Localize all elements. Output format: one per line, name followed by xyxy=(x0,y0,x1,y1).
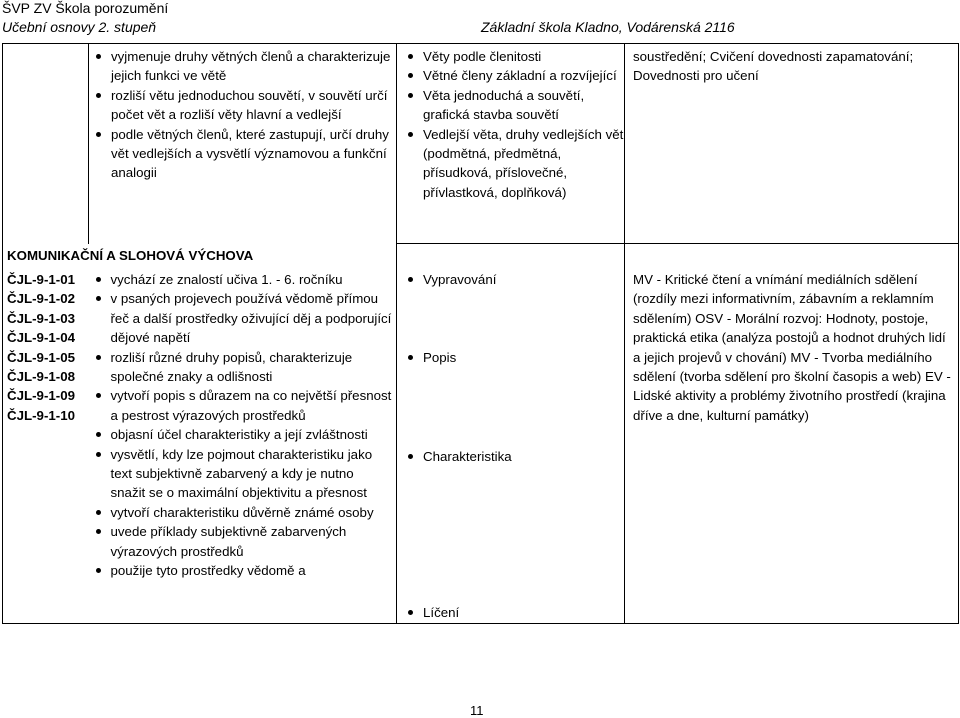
list-item: Věty podle členitosti xyxy=(397,47,624,66)
output-code: ČJL-9-1-08 xyxy=(7,368,75,384)
program-title: ŠVP ZV Škola porozumění xyxy=(2,0,169,16)
topics-list xyxy=(397,270,624,623)
list-item: použije tyto prostředky vědomě a xyxy=(89,561,393,580)
table-row xyxy=(3,267,959,623)
codes-cell xyxy=(3,44,89,244)
topics-cell xyxy=(397,44,625,244)
list-item: v psaných projevech používá vědomě přímou řeč a další prostředky oživující děj a podporující dějové napětí xyxy=(89,289,393,347)
page-number: 11 xyxy=(470,703,484,718)
list-item: Charakteristika xyxy=(397,447,624,466)
outcomes-list xyxy=(89,47,392,183)
curriculum-title: Učební osnovy 2. stupeň xyxy=(2,19,157,35)
list-item: Věta jednoduchá a souvětí, grafická stavba souvětí xyxy=(397,86,624,125)
output-code: ČJL-9-1-04 xyxy=(7,330,75,346)
outcomes-cell xyxy=(89,44,397,244)
list-item: vytvoří popis s důrazem na co největší přesnost a pestrost výrazových prostředků xyxy=(89,386,393,425)
table-row xyxy=(3,44,959,244)
list-item: rozliší různé druhy popisů, charakterizuje společné znaky a odlišnosti xyxy=(89,348,393,387)
outcomes-cell xyxy=(89,267,397,623)
notes-cell: MV - Kritické čtení a vnímání mediálních sdělení (rozdíly mezi informativním, zábavním a reklamním sdělením) OSV - Morální rozvoj: Hodnoty, postoje, praktická etika (analýza postojů a hodnot druhých lidí a jejich projevů v chování) MV - Tvorba mediálního sdělení (tvorba sdělení pro školní časopis a web) EV - Lidské aktivity a problémy životního prostředí (krajina dříve a dne, kulturní památky) xyxy=(625,267,959,623)
topics-list xyxy=(397,47,624,202)
list-item: uvede příklady subjektivně zabarvených výrazových prostředků xyxy=(89,522,393,561)
notes-cell: soustředění; Cvičení dovednosti zapamatování; Dovednosti pro učení xyxy=(625,44,959,244)
output-code: ČJL-9-1-03 xyxy=(7,310,75,326)
list-item: Větné členy základní a rozvíjející xyxy=(397,66,624,85)
output-code: ČJL-9-1-02 xyxy=(7,291,75,307)
school-name: Základní škola Kladno, Vodárenská 2116 xyxy=(481,19,735,35)
list-item: vytvoří charakteristiku důvěrně známé osoby xyxy=(89,503,393,522)
output-code: ČJL-9-1-10 xyxy=(7,407,75,423)
list-item: Vypravování xyxy=(397,270,624,289)
list-item: vyjmenuje druhy větných členů a charakterizuje jejich funkci ve větě xyxy=(89,47,392,86)
list-item: podle větných členů, které zastupují, určí druhy vět vedlejších a vysvětlí významovou a funkční analogii xyxy=(89,125,392,183)
list-item: Popis xyxy=(397,348,624,367)
curriculum-table xyxy=(2,43,959,624)
list-item: Vedlejší věta, druhy vedlejších vět (podmětná, předmětná, přísudková, příslovečné, přívlastková, doplňková) xyxy=(397,125,624,203)
list-item: vychází ze znalostí učiva 1. - 6. ročníku xyxy=(89,270,393,289)
output-code: ČJL-9-1-05 xyxy=(7,349,75,365)
section-title: KOMUNIKAČNÍ A SLOHOVÁ VÝCHOVA xyxy=(3,244,397,267)
list-item: Líčení xyxy=(397,603,624,622)
codes-cell xyxy=(3,267,89,623)
section-row xyxy=(3,244,959,267)
list-item: rozliší větu jednoduchou souvětí, v souvětí určí počet vět a rozliší věty hlavní a vedlejší xyxy=(89,86,392,125)
list-item: vysvětlí, kdy lze pojmout charakteristiku jako text subjektivně zabarvený a kdy je nutno snažit se o maximální objektivitu a přesnost xyxy=(89,445,393,503)
output-code: ČJL-9-1-01 xyxy=(7,271,75,287)
outcomes-list xyxy=(89,270,393,581)
output-code: ČJL-9-1-09 xyxy=(7,388,75,404)
list-item: objasní účel charakteristiky a její zvláštnosti xyxy=(89,425,393,444)
topics-cell xyxy=(397,267,625,623)
